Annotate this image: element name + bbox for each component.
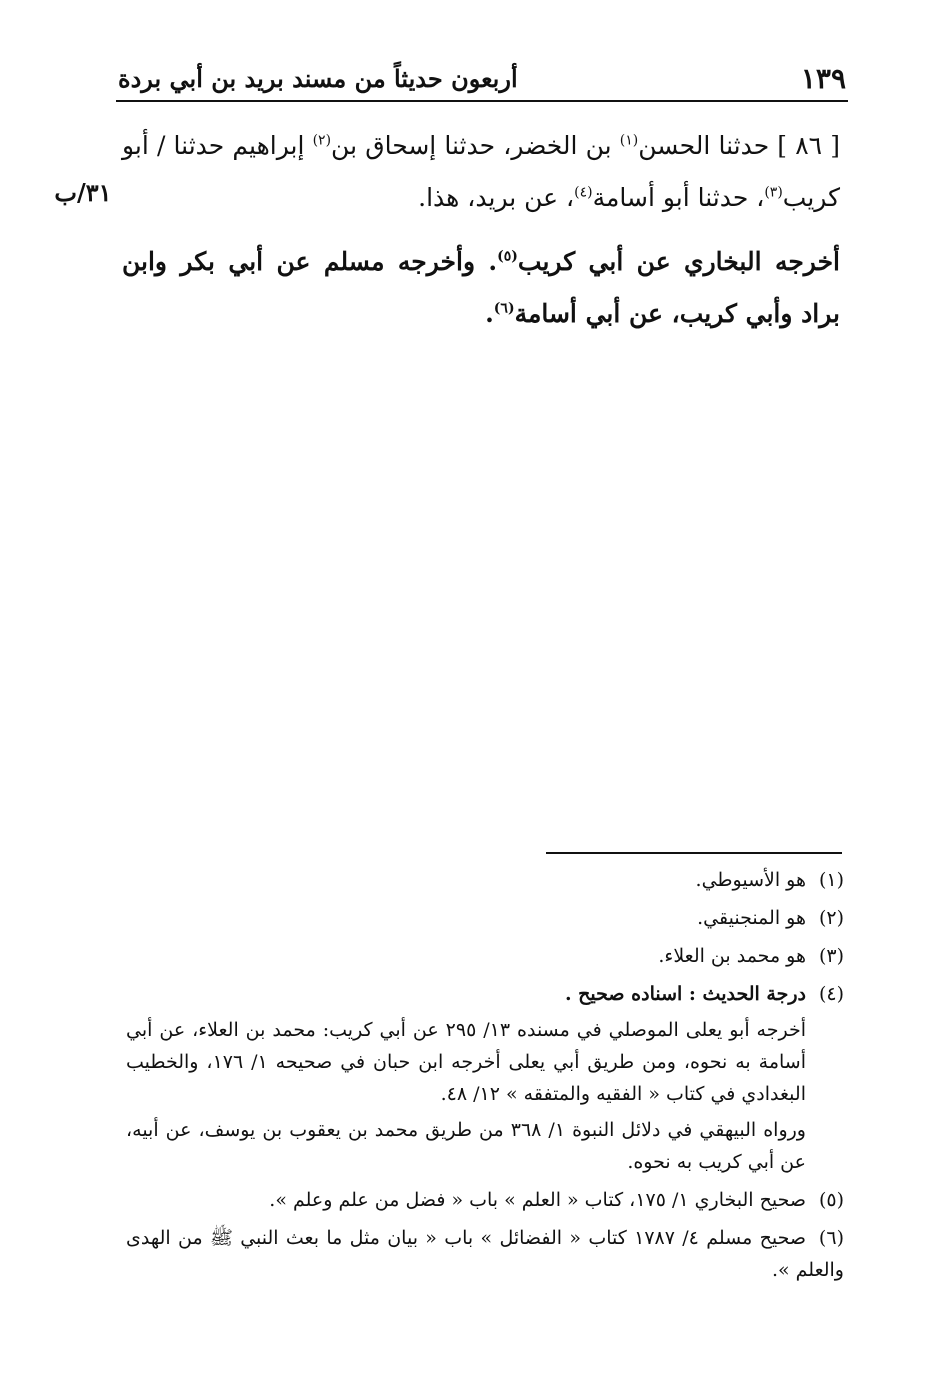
header-rule bbox=[116, 100, 848, 102]
footnote-ref-3: (٣) bbox=[764, 184, 783, 201]
footnote-ref-2: (٢) bbox=[312, 132, 332, 149]
text-segment: ، عن بريد، هذا. bbox=[418, 183, 575, 212]
hadith-grade: درجة الحديث : اسناده صحيح . bbox=[564, 983, 806, 1005]
footnote-text: هو المنجنيقي. bbox=[697, 907, 806, 929]
footnote-ref-1: (١) bbox=[619, 132, 639, 149]
footnote-marker: (٣) bbox=[818, 945, 844, 967]
footnote-marker: (١) bbox=[818, 869, 844, 891]
footnote-4 bbox=[126, 978, 844, 1010]
text-segment: . وأخرجه مسلم عن أبي بكر وابن براد وأبي كريب، عن أبي أسامة bbox=[122, 247, 840, 328]
page-header bbox=[118, 58, 846, 98]
footnotes bbox=[126, 864, 844, 1292]
footnote-text: هو الأسيوطي. bbox=[695, 869, 806, 891]
footnote-5 bbox=[126, 1184, 844, 1216]
manuscript-folio-note: ٣١/ب bbox=[54, 178, 112, 207]
takhrij-paragraph bbox=[122, 236, 840, 340]
main-text bbox=[122, 120, 840, 340]
footnote-ref-6: (٦) bbox=[493, 300, 515, 317]
text-segment: أخرجه البخاري عن أبي كريب bbox=[517, 247, 840, 276]
text-segment: . bbox=[485, 299, 494, 328]
footnote-separator bbox=[546, 852, 842, 854]
footnote-marker: (٤) bbox=[818, 983, 844, 1005]
footnote-text: هو محمد بن العلاء. bbox=[658, 945, 806, 967]
footnote-text: صحيح البخاري ١/ ١٧٥، كتاب « العلم » باب « فضل من علم وعلم ». bbox=[269, 1189, 806, 1211]
hadith-86-paragraph bbox=[122, 120, 840, 224]
footnote-6 bbox=[126, 1222, 844, 1286]
page-number: ١٣٩ bbox=[800, 61, 846, 95]
footnote-4-bayhaqi: ورواه البيهقي في دلائل النبوة ١/ ٣٦٨ من طريق محمد بن يعقوب بن يوسف، عن أبيه، عن أبي كريب به نحوه. bbox=[126, 1119, 806, 1173]
text-segment: [ ٨٦ ] حدثنا الحسن bbox=[638, 131, 841, 160]
footnote-marker: (٢) bbox=[818, 907, 844, 929]
footnote-4-sources: أخرجه أبو يعلى الموصلي في مسنده ١٣/ ٢٩٥ عن أبي كريب: محمد بن العلاء، عن أبي أسامة به نحوه، ومن طريق أبي يعلى أخرجه ابن حبان في صحيحه ١/ ١٧٦، والخطيب البغدادي في كتاب « الفقيه والمتفقه » ١٢/ ٤٨. bbox=[126, 1019, 806, 1105]
text-segment: ، حدثنا أبو أسامة bbox=[592, 183, 765, 212]
running-title: أربعون حديثاً من مسند بريد بن أبي بردة bbox=[118, 63, 518, 93]
text-segment: بن الخضر، حدثنا إسحاق بن bbox=[331, 131, 620, 160]
footnote-3 bbox=[126, 940, 844, 972]
footnote-marker: (٦) bbox=[818, 1227, 844, 1249]
footnote-text: صحيح مسلم ٤/ ١٧٨٧ كتاب « الفضائل » باب « بيان مثل ما بعث النبي ﷺ من الهدى والعلم ». bbox=[126, 1227, 844, 1281]
footnote-ref-4: (٤) bbox=[574, 184, 593, 201]
footnote-1 bbox=[126, 864, 844, 896]
footnote-2 bbox=[126, 902, 844, 934]
footnote-ref-5: (٥) bbox=[497, 248, 518, 265]
text-segment: إبراهيم حدثنا / أبو كريب bbox=[122, 131, 840, 212]
footnote-marker: (٥) bbox=[818, 1189, 844, 1211]
